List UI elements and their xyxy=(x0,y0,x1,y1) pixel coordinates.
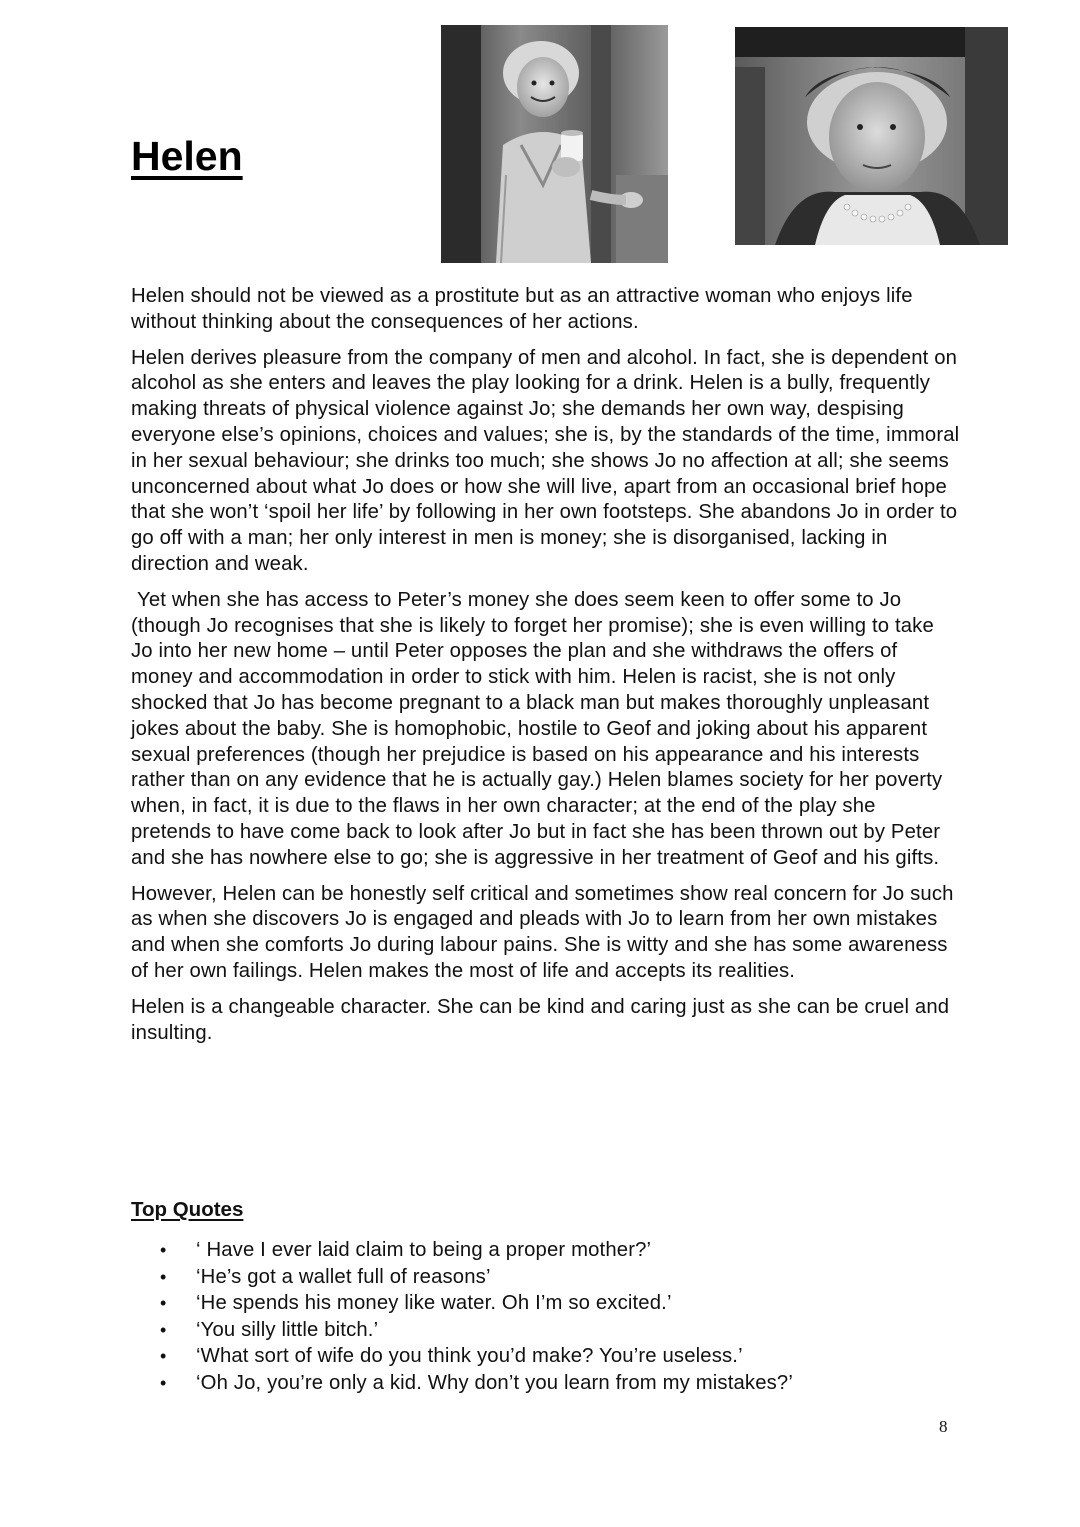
quotes-heading: Top Quotes xyxy=(131,1198,244,1221)
page-title: Helen xyxy=(131,133,243,179)
bullet-icon: • xyxy=(160,1319,167,1340)
quote-item xyxy=(160,1290,960,1317)
quote-text: ‘ Have I ever laid claim to being a proper mother?’ xyxy=(196,1239,652,1261)
bullet-icon: • xyxy=(160,1293,167,1314)
quote-text: ‘He’s got a wallet full of reasons’ xyxy=(196,1265,491,1288)
helen-photo-in-car-image xyxy=(735,27,1008,245)
paragraph: Yet when she has access to Peter’s money she does seem keen to offer some to Jo (though Jo recognises that she is likely to forget her promise); she is even willing to take Jo into her new home – until Peter opposes the plan and she withdraws the offers of money and accommodation in order to stick with him. Helen is racist, she is not only shocked that Jo has become pregnant to a black man but makes thoroughly unpleasant jokes about the baby. She is homophobic, hostile to Geof and joking about his apparent sexual preferences (though her prejudice is based on his appearance and his interests rather than on any evidence that he is actually gay.) Helen blames society for her poverty when, in fact, it is due to the flaws in her own character; at the end of the play she pretends to have come back to look after Jo but in fact she has been thrown out by Peter and she has nowhere else to go; she is aggressive in her treatment of Geof and his gifts. xyxy=(131,588,943,869)
quote-item xyxy=(160,1343,960,1370)
helen-photo-holding-cup-image xyxy=(441,25,668,263)
quote-text: ‘He spends his money like water. Oh I’m so excited.’ xyxy=(196,1292,672,1315)
quote-text: ‘You silly little bitch.’ xyxy=(196,1318,379,1341)
paragraph: Helen is a changeable character. She can be kind and caring just as she can be cruel and insulting. xyxy=(131,995,950,1044)
quote-text: ‘What sort of wife do you think you’d make? You’re useless.’ xyxy=(196,1345,743,1368)
quote-item xyxy=(160,1237,960,1264)
quote-item xyxy=(160,1370,960,1397)
quotes-list xyxy=(160,1237,960,1397)
helen-photo-in-car xyxy=(735,27,1008,245)
paragraph: However, Helen can be honestly self critical and sometimes show real concern for Jo such as when she discovers Jo is engaged and pleads with Jo to learn from her own mistakes and when she comforts Jo during labour pains. She is witty and she has some awareness of her own failings. Helen makes the most of life and accepts its realities. xyxy=(131,882,954,982)
quote-item xyxy=(160,1264,960,1291)
quote-item xyxy=(160,1317,960,1344)
bullet-icon: • xyxy=(160,1372,167,1393)
paragraph: Helen should not be viewed as a prostitute but as an attractive woman who enjoys life without thinking about the consequences of her actions. xyxy=(131,285,913,333)
character-description xyxy=(131,284,961,1056)
bullet-icon: • xyxy=(160,1240,167,1260)
paragraph: Helen derives pleasure from the company of men and alcohol. In fact, she is dependent on alcohol as she enters and leaves the play looking for a drink. Helen is a bully, frequently making threats of physical violence against Jo; she demands her own way, despising everyone else’s opinions, choices and values; she is, by the standards of the time, immoral in her sexual behaviour; she drinks too much; she shows Jo no affection at all; she seems unconcerned about what Jo does or how she will live, apart from an occasional brief hope that she won’t ‘spoil her life’ by following in her own footsteps. She abandons Jo in order to go off with a man; her only interest in men is money; she is disorganised, lacking in direction and weak. xyxy=(131,346,960,575)
helen-photo-holding-cup xyxy=(441,25,668,263)
bullet-icon: • xyxy=(160,1266,167,1287)
page-number: 8 xyxy=(939,1417,948,1436)
bullet-icon: • xyxy=(160,1346,167,1367)
quote-text: ‘Oh Jo, you’re only a kid. Why don’t you learn from my mistakes?’ xyxy=(196,1371,794,1394)
